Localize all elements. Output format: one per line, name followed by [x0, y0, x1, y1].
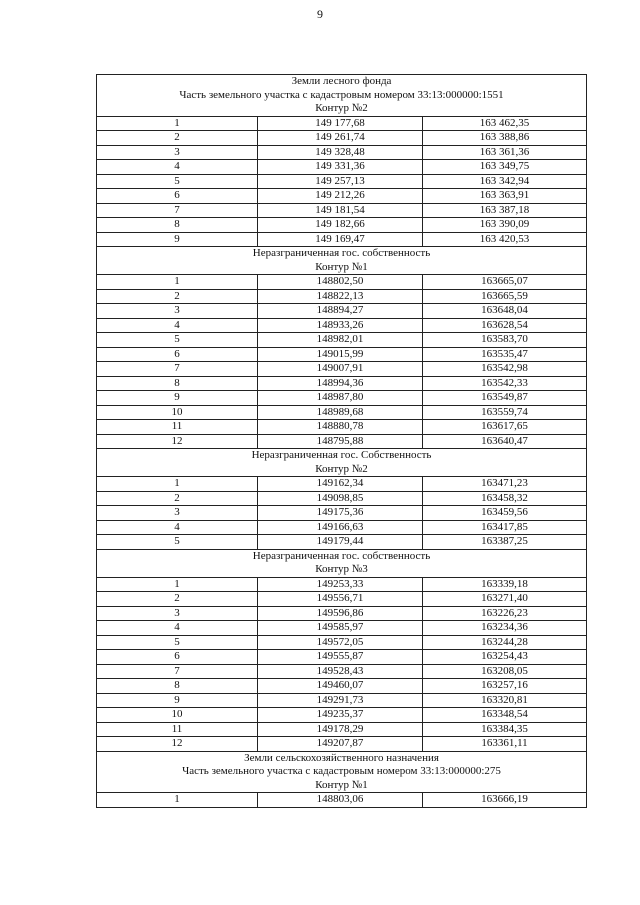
y-coordinate-cell: 163640,47 — [423, 434, 587, 449]
y-coordinate-cell: 163387,25 — [423, 535, 587, 550]
point-number-cell: 3 — [97, 606, 258, 621]
section-heading: Неразграниченная гос. Собственность — [97, 449, 587, 463]
table-row — [97, 333, 587, 348]
point-number-cell: 4 — [97, 318, 258, 333]
x-coordinate-cell: 148802,50 — [258, 275, 423, 290]
x-coordinate-cell: 149460,07 — [258, 679, 423, 694]
y-coordinate-cell: 163559,74 — [423, 405, 587, 420]
x-coordinate-cell: 149 181,54 — [258, 203, 423, 218]
table-row — [97, 679, 587, 694]
table-row — [97, 635, 587, 650]
y-coordinate-cell: 163 342,94 — [423, 174, 587, 189]
x-coordinate-cell: 149585,97 — [258, 621, 423, 636]
point-number-cell: 6 — [97, 347, 258, 362]
section-heading: Неразграниченная гос. собственность — [97, 247, 587, 261]
x-coordinate-cell: 149572,05 — [258, 635, 423, 650]
table-row — [97, 793, 587, 808]
point-number-cell: 11 — [97, 420, 258, 435]
table-row — [97, 145, 587, 160]
table-row — [97, 491, 587, 506]
table-row — [97, 304, 587, 319]
x-coordinate-cell: 149207,87 — [258, 737, 423, 752]
table-row — [97, 160, 587, 175]
x-coordinate-cell: 149555,87 — [258, 650, 423, 665]
table-row — [97, 592, 587, 607]
point-number-cell: 8 — [97, 376, 258, 391]
section-heading-row — [97, 463, 587, 477]
section-heading-row — [97, 449, 587, 463]
y-coordinate-cell: 163244,28 — [423, 635, 587, 650]
table-row — [97, 664, 587, 679]
y-coordinate-cell: 163348,54 — [423, 708, 587, 723]
point-number-cell: 9 — [97, 232, 258, 247]
point-number-cell: 1 — [97, 793, 258, 808]
table-row — [97, 577, 587, 592]
point-number-cell: 1 — [97, 577, 258, 592]
y-coordinate-cell: 163384,35 — [423, 722, 587, 737]
x-coordinate-cell: 148989,68 — [258, 405, 423, 420]
point-number-cell: 5 — [97, 535, 258, 550]
section-heading: Земли лесного фонда — [97, 75, 587, 89]
y-coordinate-cell: 163226,23 — [423, 606, 587, 621]
y-coordinate-cell: 163628,54 — [423, 318, 587, 333]
table-row — [97, 174, 587, 189]
table-row — [97, 506, 587, 521]
y-coordinate-cell: 163254,43 — [423, 650, 587, 665]
point-number-cell: 6 — [97, 189, 258, 204]
point-number-cell: 5 — [97, 333, 258, 348]
point-number-cell: 2 — [97, 289, 258, 304]
contour-heading: Контур №1 — [97, 779, 587, 793]
point-number-cell: 12 — [97, 737, 258, 752]
x-coordinate-cell: 149 212,26 — [258, 189, 423, 204]
section-heading-row — [97, 75, 587, 89]
point-number-cell: 1 — [97, 477, 258, 492]
y-coordinate-cell: 163471,23 — [423, 477, 587, 492]
y-coordinate-cell: 163 390,09 — [423, 218, 587, 233]
table-row — [97, 621, 587, 636]
table-row — [97, 405, 587, 420]
section-heading-row — [97, 563, 587, 577]
coordinates-table-body — [97, 75, 587, 808]
section-heading-row — [97, 751, 587, 765]
table-row — [97, 189, 587, 204]
x-coordinate-cell: 149 182,66 — [258, 218, 423, 233]
contour-heading: Контур №2 — [97, 463, 587, 477]
table-row — [97, 693, 587, 708]
y-coordinate-cell: 163648,04 — [423, 304, 587, 319]
table-row — [97, 318, 587, 333]
table-row — [97, 347, 587, 362]
point-number-cell: 4 — [97, 520, 258, 535]
section-heading-row — [97, 549, 587, 563]
table-row — [97, 737, 587, 752]
y-coordinate-cell: 163257,16 — [423, 679, 587, 694]
point-number-cell: 10 — [97, 708, 258, 723]
point-number-cell: 3 — [97, 506, 258, 521]
x-coordinate-cell: 148987,80 — [258, 391, 423, 406]
x-coordinate-cell: 149 257,13 — [258, 174, 423, 189]
y-coordinate-cell: 163542,98 — [423, 362, 587, 377]
y-coordinate-cell: 163583,70 — [423, 333, 587, 348]
x-coordinate-cell: 149007,91 — [258, 362, 423, 377]
point-number-cell: 6 — [97, 650, 258, 665]
x-coordinate-cell: 149253,33 — [258, 577, 423, 592]
section-heading-row — [97, 247, 587, 261]
y-coordinate-cell: 163665,07 — [423, 275, 587, 290]
point-number-cell: 2 — [97, 592, 258, 607]
table-row — [97, 535, 587, 550]
table-row — [97, 606, 587, 621]
y-coordinate-cell: 163 387,18 — [423, 203, 587, 218]
x-coordinate-cell: 149235,37 — [258, 708, 423, 723]
y-coordinate-cell: 163617,65 — [423, 420, 587, 435]
point-number-cell: 8 — [97, 679, 258, 694]
contour-heading: Контур №1 — [97, 261, 587, 275]
x-coordinate-cell: 148982,01 — [258, 333, 423, 348]
x-coordinate-cell: 149015,99 — [258, 347, 423, 362]
y-coordinate-cell: 163234,36 — [423, 621, 587, 636]
point-number-cell: 3 — [97, 145, 258, 160]
table-row — [97, 203, 587, 218]
x-coordinate-cell: 149179,44 — [258, 535, 423, 550]
y-coordinate-cell: 163417,85 — [423, 520, 587, 535]
x-coordinate-cell: 149 331,36 — [258, 160, 423, 175]
x-coordinate-cell: 149291,73 — [258, 693, 423, 708]
y-coordinate-cell: 163320,81 — [423, 693, 587, 708]
x-coordinate-cell: 149556,71 — [258, 592, 423, 607]
table-row — [97, 420, 587, 435]
point-number-cell: 9 — [97, 693, 258, 708]
x-coordinate-cell: 148795,88 — [258, 434, 423, 449]
point-number-cell: 10 — [97, 405, 258, 420]
y-coordinate-cell: 163535,47 — [423, 347, 587, 362]
point-number-cell: 8 — [97, 218, 258, 233]
x-coordinate-cell: 149 177,68 — [258, 116, 423, 131]
table-row — [97, 520, 587, 535]
y-coordinate-cell: 163665,59 — [423, 289, 587, 304]
point-number-cell: 5 — [97, 635, 258, 650]
x-coordinate-cell: 149178,29 — [258, 722, 423, 737]
table-row — [97, 218, 587, 233]
point-number-cell: 4 — [97, 621, 258, 636]
table-row — [97, 289, 587, 304]
table-row — [97, 650, 587, 665]
y-coordinate-cell: 163458,32 — [423, 491, 587, 506]
x-coordinate-cell: 149 328,48 — [258, 145, 423, 160]
contour-heading: Контур №2 — [97, 102, 587, 116]
section-heading-row — [97, 765, 587, 779]
table-row — [97, 391, 587, 406]
x-coordinate-cell: 149162,34 — [258, 477, 423, 492]
section-heading: Часть земельного участка с кадастровым номером 33:13:000000:275 — [97, 765, 587, 779]
point-number-cell: 12 — [97, 434, 258, 449]
point-number-cell: 4 — [97, 160, 258, 175]
y-coordinate-cell: 163 420,53 — [423, 232, 587, 247]
table-row — [97, 116, 587, 131]
section-heading: Неразграниченная гос. собственность — [97, 549, 587, 563]
point-number-cell: 3 — [97, 304, 258, 319]
y-coordinate-cell: 163 388,86 — [423, 131, 587, 146]
section-heading: Земли сельскохозяйственного назначения — [97, 751, 587, 765]
y-coordinate-cell: 163 363,91 — [423, 189, 587, 204]
x-coordinate-cell: 149166,63 — [258, 520, 423, 535]
section-heading: Часть земельного участка с кадастровым номером 33:13:000000:1551 — [97, 89, 587, 103]
point-number-cell: 7 — [97, 362, 258, 377]
table-row — [97, 275, 587, 290]
x-coordinate-cell: 148880,78 — [258, 420, 423, 435]
point-number-cell: 9 — [97, 391, 258, 406]
y-coordinate-cell: 163666,19 — [423, 793, 587, 808]
x-coordinate-cell: 149528,43 — [258, 664, 423, 679]
point-number-cell: 7 — [97, 664, 258, 679]
coordinates-table — [96, 74, 587, 808]
table-row — [97, 722, 587, 737]
x-coordinate-cell: 148822,13 — [258, 289, 423, 304]
x-coordinate-cell: 149 169,47 — [258, 232, 423, 247]
y-coordinate-cell: 163542,33 — [423, 376, 587, 391]
x-coordinate-cell: 148933,26 — [258, 318, 423, 333]
contour-heading: Контур №3 — [97, 563, 587, 577]
point-number-cell: 7 — [97, 203, 258, 218]
x-coordinate-cell: 148994,36 — [258, 376, 423, 391]
x-coordinate-cell: 148894,27 — [258, 304, 423, 319]
point-number-cell: 5 — [97, 174, 258, 189]
y-coordinate-cell: 163549,87 — [423, 391, 587, 406]
point-number-cell: 1 — [97, 275, 258, 290]
table-row — [97, 232, 587, 247]
x-coordinate-cell: 149596,86 — [258, 606, 423, 621]
point-number-cell: 2 — [97, 131, 258, 146]
y-coordinate-cell: 163339,18 — [423, 577, 587, 592]
point-number-cell: 2 — [97, 491, 258, 506]
y-coordinate-cell: 163 462,35 — [423, 116, 587, 131]
section-heading-row — [97, 102, 587, 116]
table-row — [97, 362, 587, 377]
section-heading-row — [97, 261, 587, 275]
table-row — [97, 477, 587, 492]
point-number-cell: 1 — [97, 116, 258, 131]
x-coordinate-cell: 149175,36 — [258, 506, 423, 521]
section-heading-row — [97, 779, 587, 793]
table-row — [97, 708, 587, 723]
table-row — [97, 434, 587, 449]
x-coordinate-cell: 149 261,74 — [258, 131, 423, 146]
page-number: 9 — [317, 7, 323, 21]
table-row — [97, 376, 587, 391]
y-coordinate-cell: 163459,56 — [423, 506, 587, 521]
y-coordinate-cell: 163 349,75 — [423, 160, 587, 175]
x-coordinate-cell: 148803,06 — [258, 793, 423, 808]
y-coordinate-cell: 163 361,36 — [423, 145, 587, 160]
y-coordinate-cell: 163271,40 — [423, 592, 587, 607]
table-row — [97, 131, 587, 146]
x-coordinate-cell: 149098,85 — [258, 491, 423, 506]
y-coordinate-cell: 163208,05 — [423, 664, 587, 679]
y-coordinate-cell: 163361,11 — [423, 737, 587, 752]
section-heading-row — [97, 89, 587, 103]
point-number-cell: 11 — [97, 722, 258, 737]
